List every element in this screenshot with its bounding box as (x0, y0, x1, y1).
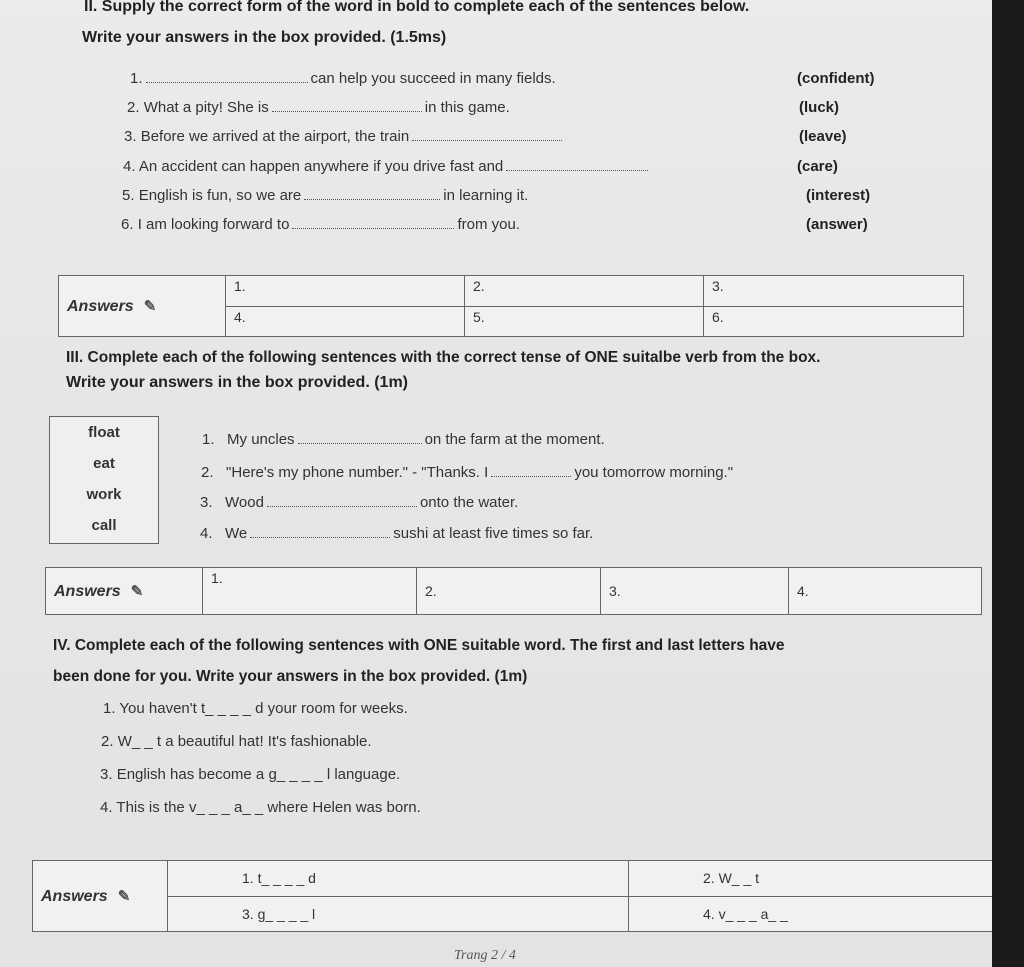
answer-cell[interactable]: 4. v_ _ _ a_ _ (629, 896, 993, 932)
s4-item-3 (100, 766, 400, 783)
section-3-instruction: Write your answers in the box provided. (1m) (66, 374, 408, 391)
answer-cell[interactable]: 3. (601, 568, 789, 615)
item-number: 6. (121, 216, 134, 233)
item-number: 2. (127, 99, 140, 116)
item-number: 2. (201, 464, 214, 481)
verb-work: work (86, 486, 122, 503)
item-text: What a pity! She is (143, 99, 269, 116)
item-number: 5. (122, 187, 135, 204)
s3-item-2 (201, 464, 733, 481)
answer-cell[interactable]: 3. g_ _ _ _ l (168, 896, 629, 932)
answer-cell[interactable]: 4. (789, 568, 982, 615)
s2-word-4: (care) (797, 158, 838, 175)
s2-word-5: (interest) (806, 187, 871, 204)
answer-cell[interactable]: 4. (226, 306, 465, 337)
answers-label: Answers ✎ (33, 861, 168, 932)
s3-item-3 (200, 494, 518, 511)
s2-item-3 (124, 128, 565, 145)
section-3-answer-box (45, 567, 982, 615)
s2-word-3: (leave) (799, 128, 847, 145)
item-number: 1. (103, 700, 116, 717)
answer-cell[interactable]: 1. t_ _ _ _ d (168, 861, 629, 897)
answer-cell[interactable]: 5. (465, 306, 704, 337)
item-text: English has become a g_ _ _ _ l language. (116, 766, 401, 783)
item-number: 2. (101, 733, 114, 750)
item-number: 3. (124, 128, 137, 145)
s2-item-4 (123, 158, 651, 175)
s2-word-1: (confident) (797, 70, 875, 87)
pen-icon: ✎ (117, 887, 131, 905)
item-text: Wood (225, 494, 264, 511)
answer-cell[interactable]: 1. (226, 276, 465, 307)
s2-item-5 (122, 187, 528, 204)
item-text: I am looking forward to (137, 216, 290, 233)
s4-item-2 (101, 733, 372, 750)
verb-call: call (91, 517, 117, 534)
item-text: from you. (457, 216, 520, 233)
item-text: onto the water. (419, 494, 519, 511)
s2-item-6 (121, 216, 520, 233)
item-number: 3. (100, 766, 113, 783)
item-text: You haven't t_ _ _ _ d your room for weeks. (119, 700, 408, 717)
page-number: Trang 2 / 4 (454, 948, 516, 963)
item-number: 3. (200, 494, 213, 511)
item-text: "Here's my phone number." - "Thanks. I (226, 464, 489, 481)
item-number: 1. (202, 431, 215, 448)
item-text: We (225, 525, 248, 542)
answer-cell[interactable]: 3. (704, 276, 964, 307)
s4-item-4 (100, 799, 421, 816)
verb-box (49, 416, 159, 544)
s4-item-1 (103, 700, 408, 717)
section-2-instruction: Write your answers in the box provided. (1.5ms) (82, 29, 447, 46)
item-text: This is the v_ _ _ a_ _ where Helen was born. (116, 799, 421, 816)
s2-item-2 (127, 99, 510, 116)
answer-cell[interactable]: 1. (203, 568, 417, 615)
answers-label: Answers ✎ (59, 276, 226, 337)
item-text: in learning it. (443, 187, 529, 204)
s3-item-1 (202, 431, 605, 448)
section-2-answer-box (58, 275, 964, 337)
s3-item-4 (200, 525, 593, 542)
s2-word-6: (answer) (806, 216, 868, 233)
item-text: Before we arrived at the airport, the train (140, 128, 410, 145)
item-text: sushi at least five times so far. (393, 525, 594, 542)
item-text: My uncles (227, 431, 295, 448)
item-text: you tomorrow morning." (574, 464, 734, 481)
item-text: An accident can happen anywhere if you drive fast and (138, 158, 504, 175)
item-text: can help you succeed in many fields. (310, 70, 556, 87)
s2-item-1 (130, 70, 556, 87)
section-4-title-line2: been done for you. Write your answers in the box provided. (1m) (53, 668, 528, 685)
item-number: 4. (200, 525, 213, 542)
item-text: W_ _ t a beautiful hat! It's fashionable. (117, 733, 372, 750)
section-2-title: II. Supply the correct form of the word in bold to complete each of the sentences below. (84, 0, 750, 15)
item-text: English is fun, so we are (138, 187, 302, 204)
section-3-title: III. Complete each of the following sentences with the correct tense of ONE suitalbe verb from the box. (66, 349, 821, 366)
verb-eat: eat (93, 455, 115, 472)
answers-label: Answers ✎ (46, 568, 203, 615)
section-4-answer-box (32, 860, 992, 932)
item-number: 4. (123, 158, 136, 175)
verb-float: float (88, 424, 120, 441)
item-text: on the farm at the moment. (424, 431, 605, 448)
section-4-title-line1: IV. Complete each of the following sentences with ONE suitable word. The first and last letters have (53, 637, 785, 654)
answer-cell[interactable]: 6. (704, 306, 964, 337)
item-text: in this game. (424, 99, 510, 116)
answer-cell[interactable]: 2. (417, 568, 601, 615)
pen-icon: ✎ (143, 297, 157, 315)
answer-cell[interactable]: 2. (465, 276, 704, 307)
s2-word-2: (luck) (799, 99, 840, 116)
item-number: 1. (130, 70, 143, 87)
item-number: 4. (100, 799, 113, 816)
answer-cell[interactable]: 2. W_ _ t (629, 861, 993, 897)
pen-icon: ✎ (130, 582, 144, 600)
